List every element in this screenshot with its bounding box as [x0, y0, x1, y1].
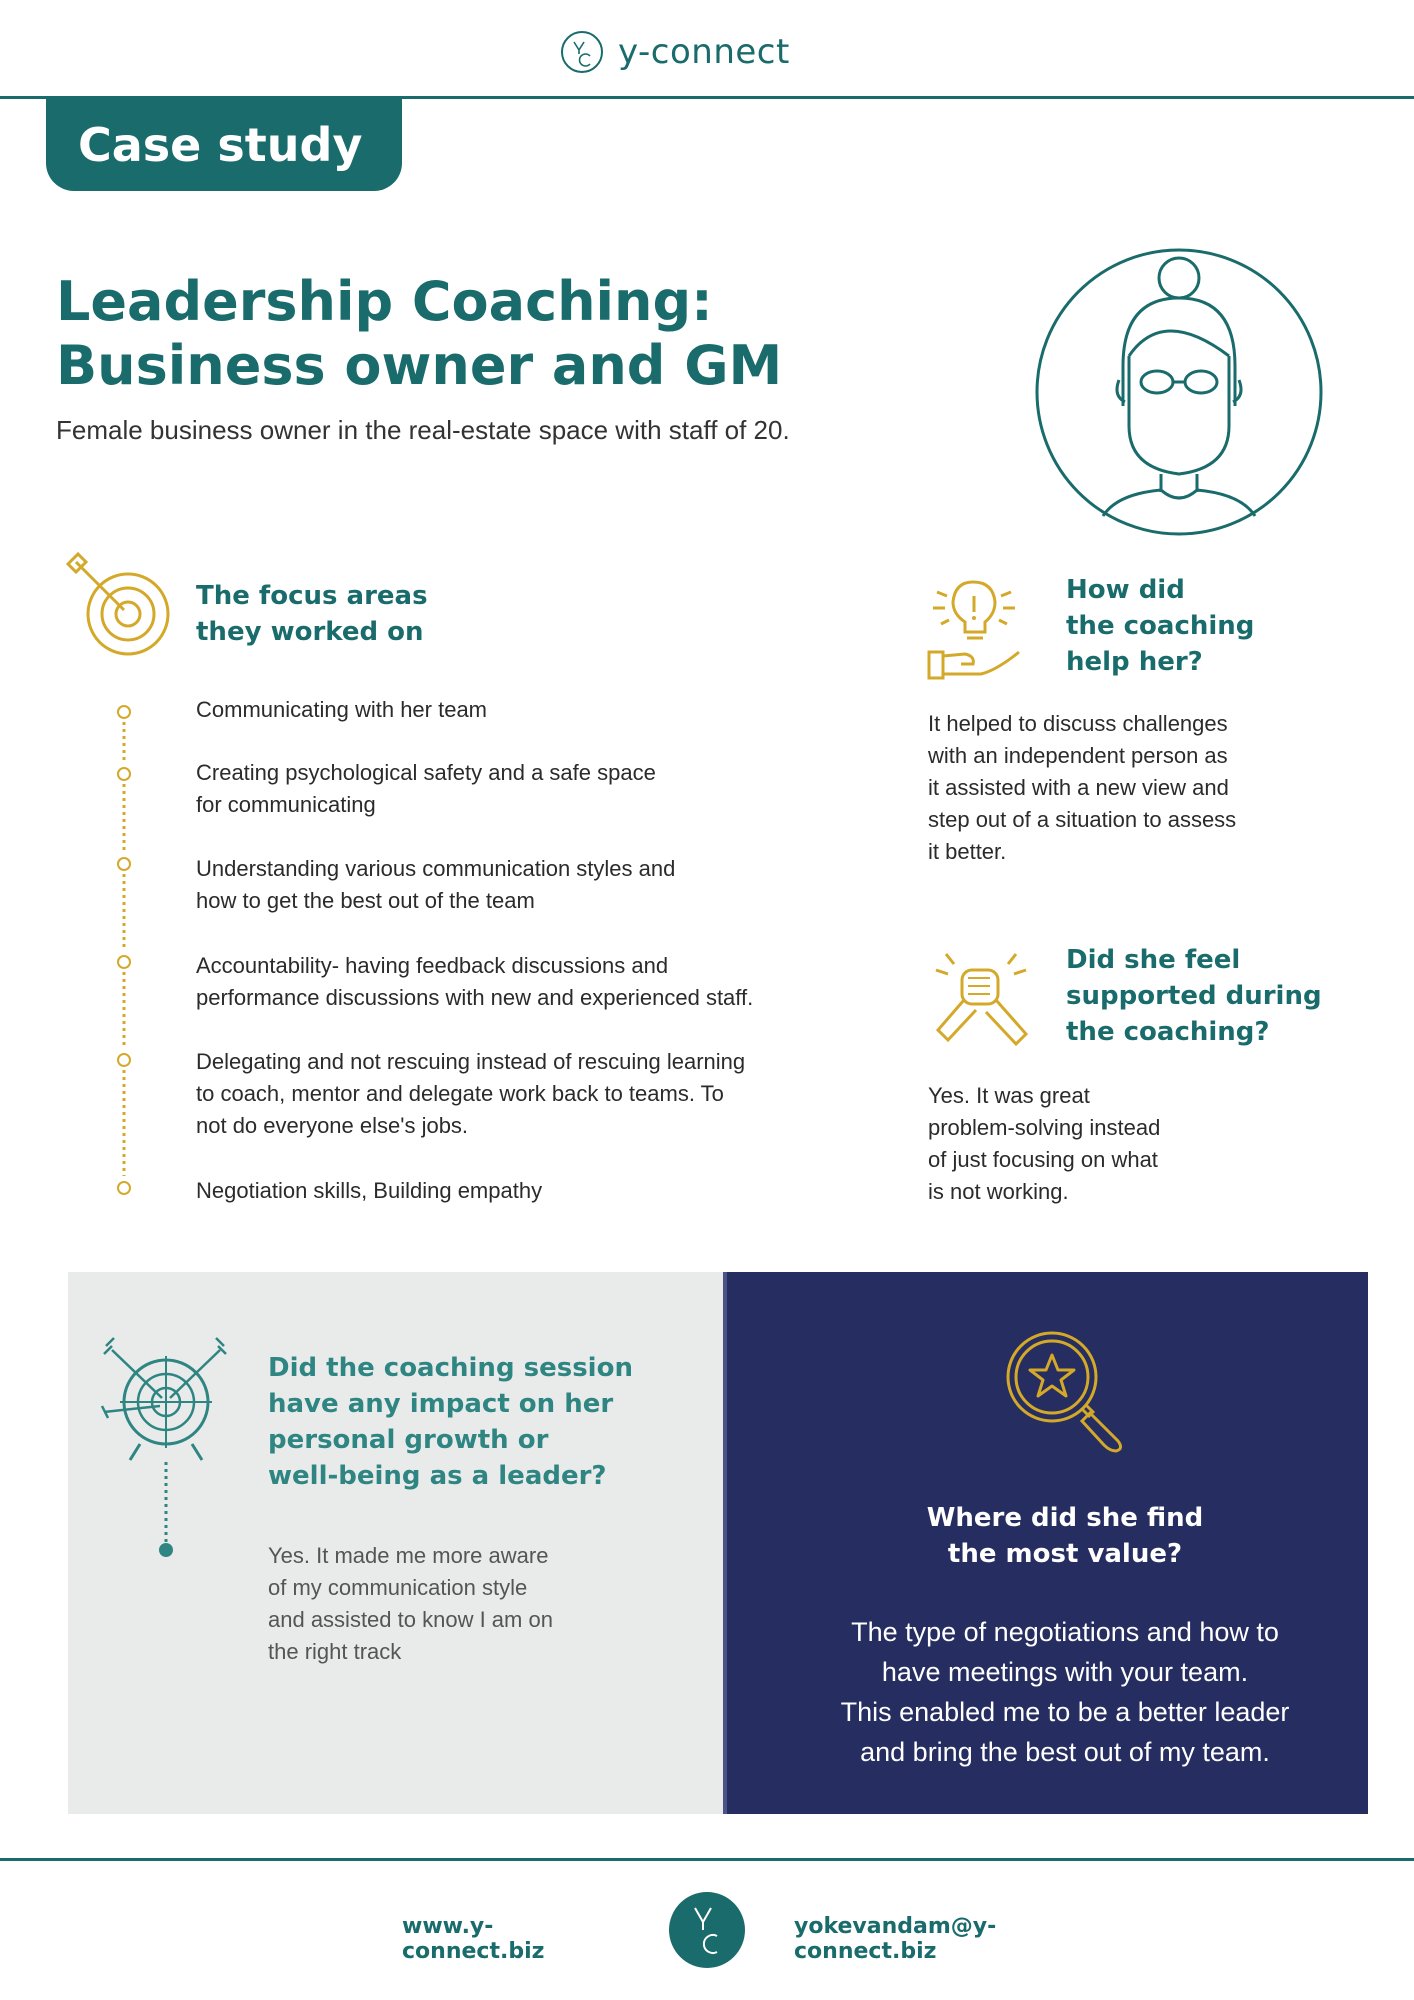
how-text-line: it assisted with a new view and [928, 775, 1229, 800]
supported-heading [1066, 942, 1386, 1050]
support-heading-line-2: supported during [1066, 981, 1322, 1011]
value-text-line: This enabled me to be a better leader [840, 1697, 1290, 1727]
focus-item [196, 1046, 836, 1142]
yc-logo-icon [560, 30, 604, 74]
how-heading-line-1: How did [1066, 575, 1185, 605]
focus-item-line: Delegating and not rescuing instead of rescuing learning [196, 1049, 746, 1074]
case-study-tag [46, 99, 402, 191]
value-heading-line: the most value? [947, 1539, 1183, 1569]
focus-item [196, 694, 836, 726]
target-arrow-icon [62, 550, 174, 662]
how-text-line: it better. [928, 839, 1007, 864]
value-text-line: The type of negotiations and how to [851, 1617, 1279, 1647]
brand-name: y-connect [618, 32, 790, 72]
focus-item-line: not do everyone else's jobs. [196, 1113, 469, 1138]
impact-heading-line: have any impact on her [268, 1389, 614, 1419]
supported-text [928, 1080, 1228, 1208]
support-heading-line-3: the coaching? [1066, 1017, 1270, 1047]
focus-item-line: Understanding various communication styles and [196, 856, 676, 881]
value-heading [860, 1500, 1270, 1572]
focus-heading-line-1: The focus areas [196, 581, 428, 611]
how-text-line: with an independent person as [928, 743, 1228, 768]
how-heading-line-3: help her? [1066, 647, 1203, 677]
impact-heading-line: well-being as a leader? [268, 1461, 607, 1491]
website-link[interactable]: www.y-connect.biz [402, 1914, 545, 1964]
how-text-line: It helped to discuss challenges [928, 711, 1228, 736]
focus-item [196, 950, 836, 1014]
support-text-line: is not working. [928, 1179, 1069, 1204]
focus-item [196, 853, 836, 917]
how-text-line: step out of a situation to assess [928, 807, 1237, 832]
title-line-2: Business owner and GM [56, 334, 783, 397]
lightbulb-hand-icon [925, 572, 1025, 682]
how-heading-line-2: the coaching [1066, 611, 1255, 641]
how-coaching-helped-text [928, 708, 1288, 868]
focus-item-line: Accountability- having feedback discussions and [196, 953, 669, 978]
focus-item-line: Creating psychological safety and a safe space [196, 760, 656, 785]
handshake-icon [932, 948, 1032, 1058]
impact-heading [268, 1350, 648, 1494]
focus-item [196, 757, 836, 821]
focus-item-line: Communicating with her team [196, 697, 488, 722]
yc-badge-icon [669, 1892, 745, 1968]
focus-item-line: for communicating [196, 792, 376, 817]
focus-timeline [112, 700, 136, 1200]
focus-item-line: to coach, mentor and delegate work back to teams. To [196, 1081, 724, 1106]
magnifier-star-icon [1000, 1325, 1130, 1455]
support-text-line: problem-solving instead [928, 1115, 1161, 1140]
support-text-line: of just focusing on what [928, 1147, 1158, 1172]
impact-text-line: of my communication style [268, 1575, 528, 1600]
focus-item-line: how to get the best out of the team [196, 888, 535, 913]
impact-heading-line: personal growth or [268, 1425, 549, 1455]
support-heading-line-1: Did she feel [1066, 945, 1241, 975]
value-quote [800, 1612, 1330, 1772]
value-text-line: and bring the best out of my team. [860, 1737, 1270, 1767]
woman-avatar-icon [1033, 246, 1325, 538]
case-study-label: Case study [78, 118, 363, 172]
page-title [56, 270, 956, 398]
email-link[interactable]: yokevandam@y-connect.biz [794, 1914, 997, 1964]
focus-item [196, 1175, 836, 1207]
how-coaching-helped-heading [1066, 572, 1366, 680]
impact-text-line: Yes. It made me more aware [268, 1543, 549, 1568]
impact-text-line: and assisted to know I am on [268, 1607, 553, 1632]
impact-heading-line: Did the coaching session [268, 1353, 633, 1383]
focus-areas-heading [196, 578, 496, 650]
value-text-line: have meetings with your team. [881, 1657, 1249, 1687]
focus-item-line: performance discussions with new and experienced staff. [196, 985, 754, 1010]
impact-text [268, 1540, 608, 1668]
focus-item-line: Negotiation skills, Building empathy [196, 1178, 543, 1203]
title-line-1: Leadership Coaching: [56, 270, 713, 333]
page-subtitle: Female business owner in the real-estate space with staff of 20. [56, 415, 790, 445]
target-arrows-icon [100, 1336, 230, 1566]
support-text-line: Yes. It was great [928, 1083, 1090, 1108]
header-logo[interactable] [560, 30, 790, 74]
value-heading-line: Where did she find [926, 1503, 1204, 1533]
focus-heading-line-2: they worked on [196, 617, 424, 647]
impact-text-line: the right track [268, 1639, 402, 1664]
footer-divider [0, 1858, 1414, 1861]
